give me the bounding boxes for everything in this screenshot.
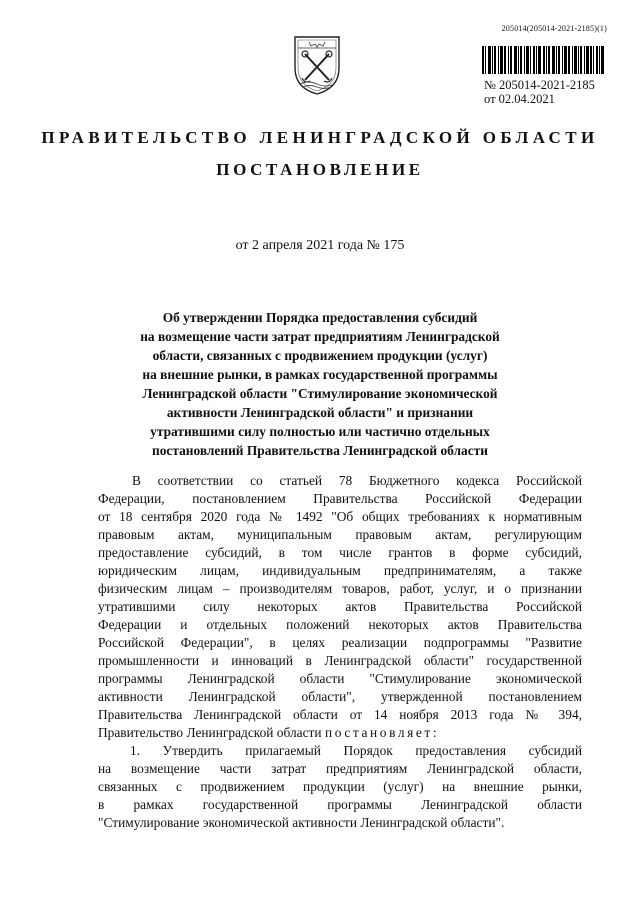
clause-1-paragraph (98, 742, 582, 832)
body-line: В соответствии со статьей 78 Бюджетного кодекса Российской (132, 473, 582, 488)
title-line: Ленинградской области "Стимулирование экономической (142, 386, 498, 401)
leningrad-oblast-coat-of-arms-icon (291, 34, 343, 96)
body-line (98, 724, 582, 742)
title-line: активности Ленинградской области" и признании (166, 405, 474, 420)
document-number: № 205014-2021-2185 (484, 78, 595, 92)
government-heading: ПРАВИТЕЛЬСТВО ЛЕНИНГРАДСКОЙ ОБЛАСТИ (41, 128, 599, 147)
body-line: юридическим лицам, индивидуальным предпринимателям, а также (98, 563, 582, 578)
body-line: Федерации, постановлением Правительства Российской Федерации (98, 491, 582, 506)
body-line: в рамках государственной программы Ленинградской области (98, 797, 582, 812)
body-line: промышленности и инноваций в Ленинградской области" государственной (98, 653, 582, 668)
document-date: от 02.04.2021 (484, 92, 555, 106)
body-line: Российской Федерации", в целях реализации подпрограммы "Развитие (98, 635, 582, 650)
body-line: от 18 сентября 2020 года № 1492 "Об общих требованиях к нормативным (98, 509, 582, 524)
body-line: на возмещение части затрат предприятиям Ленинградской области, (98, 761, 582, 776)
resolution-body (98, 472, 582, 832)
body-line: 1. Утвердить прилагаемый Порядок предоставления субсидий (130, 743, 582, 758)
title-line: на внешние рынки, в рамках государственной программы (142, 367, 498, 382)
body-line: активности Ленинградской области", утвержденной постановлением (98, 689, 582, 704)
body-line: физическим лицам – производителям товаров, работ, услуг, и о признании (98, 581, 582, 596)
registration-code: 205014(205014-2021-2185)(1) (501, 24, 607, 33)
body-line: предоставление субсидий, в том числе грантов в форме субсидий, (98, 545, 582, 560)
body-line: правовым актам, муниципальным правовым актам, регулирующим (98, 527, 582, 542)
enacting-body: Правительство Ленинградской области (98, 725, 322, 740)
document-registration-block (484, 78, 595, 106)
resolution-date-number: от 2 апреля 2021 года № 175 (235, 238, 405, 253)
body-line: утратившими силу некоторых актов Правительства Российской (98, 599, 582, 614)
body-line: "Стимулирование экономической активности Ленинградской области". (98, 815, 505, 830)
title-line: утратившими силу полностью или частично отдельных (150, 424, 490, 439)
document-type-heading: ПОСТАНОВЛЕНИЕ (216, 160, 424, 179)
title-line: на возмещение части затрат предприятиям Ленинградской (140, 329, 500, 344)
title-line: области, связанных с продвижением продукции (услуг) (152, 348, 488, 363)
body-line: связанных с продвижением продукции (услуг) на внешние рынки, (98, 779, 582, 794)
title-line: Об утверждении Порядка предоставления субсидий (162, 310, 478, 325)
preamble-paragraph (98, 472, 582, 742)
barcode-icon (482, 46, 604, 74)
enacting-verb: постановляет: (324, 725, 440, 740)
title-line: постановлений Правительства Ленинградской области (151, 443, 488, 458)
resolution-title (120, 308, 520, 460)
body-line: программы Ленинградской области "Стимулирование экономической (98, 671, 582, 686)
body-line: Федерации и отдельных положений некоторых актов Правительства (98, 617, 582, 632)
body-line: Правительства Ленинградской области от 14 ноября 2013 года № 394, (98, 707, 582, 722)
